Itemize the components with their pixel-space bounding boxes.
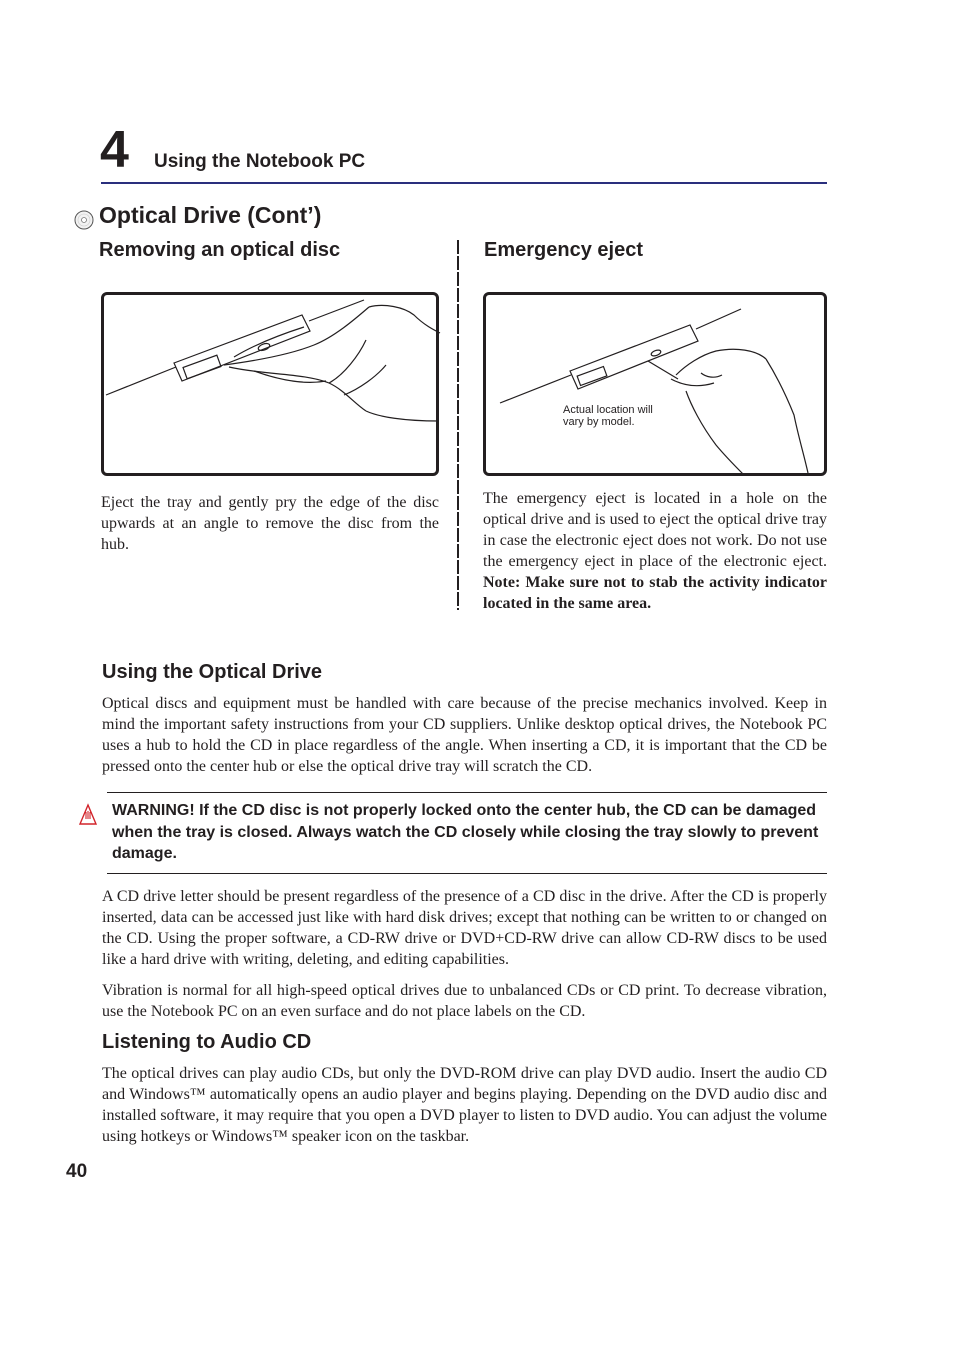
vibration-text: Vibration is normal for all high-speed optical drives due to unbalanced CDs or CD print. To decrease vibration, use the Notebook PC on an even surface and do not place labels on the CD.	[102, 982, 827, 1020]
warning-top-rule	[107, 792, 827, 793]
chapter-title: Using the Notebook PC	[154, 151, 366, 172]
column-divider	[457, 240, 459, 610]
section-title: Optical Drive (Cont’)	[99, 202, 322, 228]
using-drive-heading: Using the Optical Drive	[102, 661, 323, 683]
removing-disc-figure	[101, 292, 439, 476]
listening-text: The optical drives can play audio CDs, but only the DVD-ROM drive can play DVD audio. Insert the audio CD and Windows™ automatically opens an audio player and begins playing. Depending on the DVD audio disc and installed software, it may require that you open a DVD player to listen to DVD audio. You can adjust the volume using hotkeys or Windows™ speaker icon on the taskbar.	[102, 1065, 827, 1145]
page-number: 40	[66, 1161, 88, 1182]
emergency-eject-figure	[483, 292, 827, 476]
drive-letter-text: A CD drive letter should be present regardless of the presence of a CD disc in the drive. After the CD is properly inserted, data can be accessed just like with hard disk drives; except that nothing can be written to or changed on the CD. Using the proper software, a CD-RW drive or DVD+CD-RW drive can allow CD-RW discs to be used like a hard drive with writing, deleting, and editing capabilities.	[102, 888, 827, 968]
emergency-eject-note: Note: Make sure not to stab the activity indicator located in the same area.	[483, 574, 827, 612]
cd-disc-icon	[74, 210, 94, 230]
hand-emergency-eject-illustration	[486, 295, 830, 479]
listening-heading: Listening to Audio CD	[102, 1031, 312, 1053]
figure-caption: Actual location will vary by model.	[563, 404, 653, 428]
warning-text: WARNING! If the CD disc is not properly locked onto the center hub, the CD can be damaged when the tray is closed. Always watch the CD closely while closing the tray slowly to prevent damage.	[112, 802, 819, 862]
using-drive-text: Optical discs and equipment must be handled with care because of the precise mechanics involved. Keep in mind the important safety instructions from your CD suppliers. Unlike desktop optical drives, the Notebook PC uses a hub to hold the CD in place regardless of the angle. When inserting a CD, it is important that the CD be pressed onto the center hub or else the optical drive tray will scratch the CD.	[102, 695, 827, 775]
warning-bottom-rule	[107, 873, 827, 874]
hand-removing-disc-illustration	[104, 295, 442, 479]
removing-disc-heading: Removing an optical disc	[99, 239, 341, 261]
warning-triangle-icon	[78, 803, 98, 827]
emergency-eject-heading: Emergency eject	[484, 239, 643, 261]
removing-disc-text: Eject the tray and gently pry the edge of the disc upwards at an angle to remove the disc from the hub.	[101, 494, 439, 553]
chapter-rule	[101, 182, 827, 184]
chapter-number: 4	[100, 121, 129, 179]
emergency-eject-text: The emergency eject is located in a hole on the optical drive and is used to eject the optical drive tray in case the electronic eject does not work. Do not use the emergency eject in place of the electronic eject. Note: Make sure not to stab the activity indicator located in the same area.	[483, 490, 827, 612]
